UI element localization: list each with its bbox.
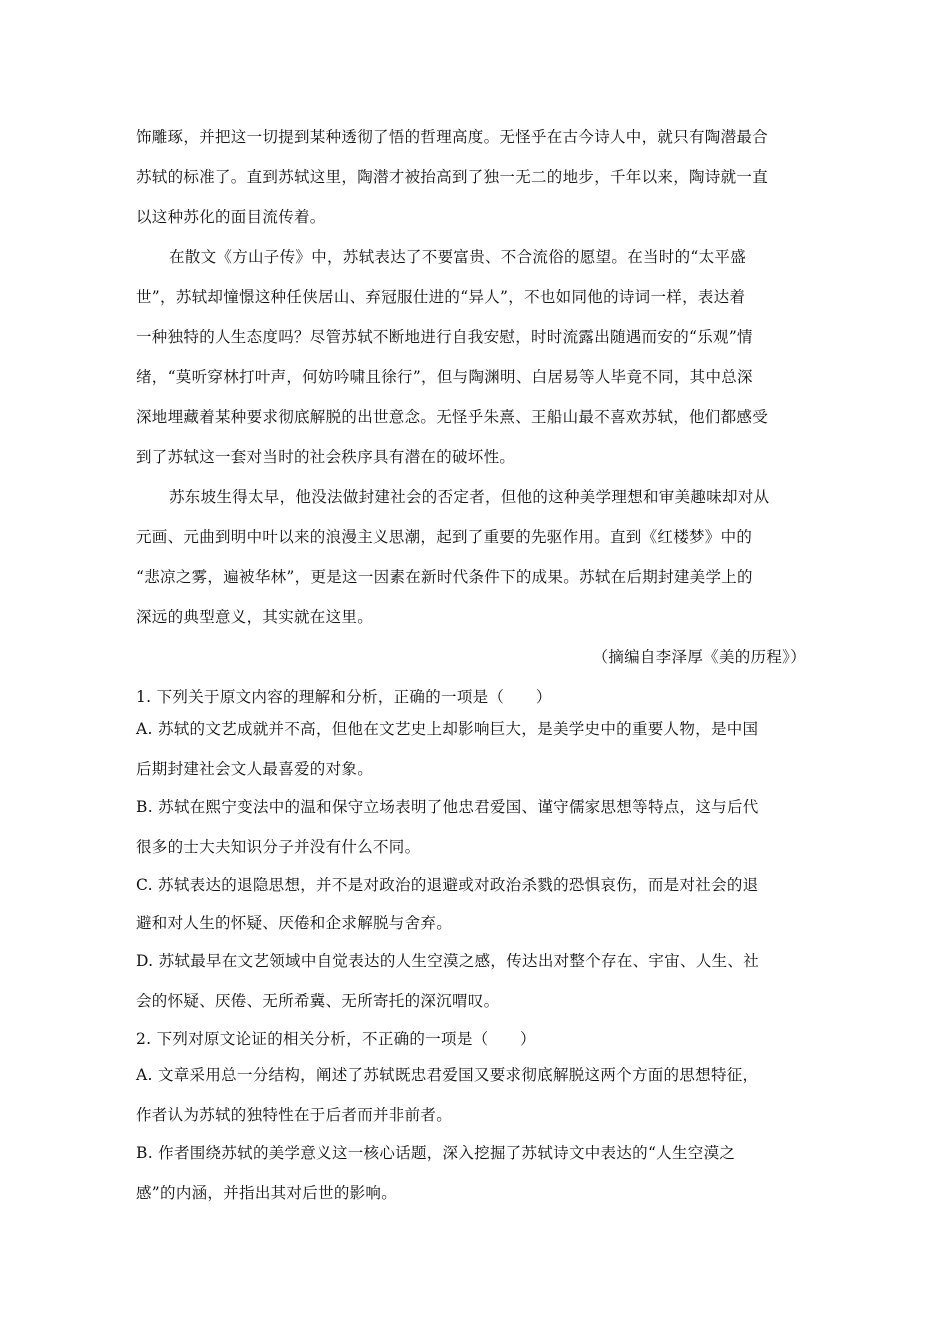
question-1-option-c-cont: 避和对人生的怀疑、厌倦和企求解脱与舍弃。 [136, 914, 453, 932]
passage-line: 以这种苏化的面目流传着。 [136, 208, 326, 226]
passage-line: 元画、元曲到明中叶以来的浪漫主义思潮，起到了重要的先驱作用。直到《红楼梦》中的 [136, 528, 753, 546]
passage-line: “悲凉之雾，遍被华林”，更是这一因素在新时代条件下的成果。苏轼在后期封建美学上的 [136, 568, 753, 586]
question-1-stem: 1. 下列关于原文内容的理解和分析，正确的一项是（ ） [136, 688, 552, 706]
question-1-option-c: C. 苏轼表达的退隐思想，并不是对政治的退避或对政治杀戮的恐惧哀伤，而是对社会的退 [136, 876, 759, 894]
question-1-option-d: D. 苏轼最早在文艺领域中自觉表达的人生空漠之感，传达出对整个存在、宇宙、人生、社 [136, 952, 760, 970]
question-1-option-b: B. 苏轼在熙宁变法中的温和保守立场表明了他忠君爱国、谨守儒家思想等特点，这与后代 [136, 798, 759, 816]
question-2-option-b: B. 作者围绕苏轼的美学意义这一核心话题，深入挖掘了苏轼诗文中表达的“人生空漠之 [136, 1144, 736, 1162]
question-1-option-b-cont: 很多的士大夫知识分子并没有什么不同。 [136, 838, 421, 856]
passage-line: 在散文《方山子传》中，苏轼表达了不要富贵、不合流俗的愿望。在当时的“太平盛 [169, 248, 747, 266]
source-citation: （摘编自李泽厚《美的历程》） [592, 648, 806, 666]
passage-line: 绪，“莫听穿林打叶声，何妨吟啸且徐行”，但与陶渊明、白居易等人毕竟不同，其中总深 [136, 368, 753, 386]
question-1-option-d-cont: 会的怀疑、厌倦、无所希冀、无所寄托的深沉喟叹。 [136, 992, 500, 1010]
question-1-option-a-cont: 后期封建社会文人最喜爱的对象。 [136, 760, 374, 778]
question-2-option-a: A. 文章采用总一分结构，阐述了苏轼既忠君爱国又要求彻底解脱这两个方面的思想特征， [136, 1066, 759, 1084]
question-1-option-a: A. 苏轼的文艺成就并不高，但他在文艺史上却影响巨大，是美学史中的重要人物，是中国 [136, 720, 759, 738]
passage-line: 深地埋藏着某种要求彻底解脱的出世意念。无怪乎朱熹、王船山最不喜欢苏轼，他们都感受 [136, 408, 769, 426]
passage-line: 一种独特的人生态度吗？尽管苏轼不断地进行自我安慰，时时流露出随遇而安的“乐观”情 [136, 328, 753, 346]
passage-line: 苏轼的标准了。直到苏轼这里，陶潜才被抬高到了独一无二的地步，千年以来，陶诗就一直 [136, 168, 769, 186]
passage-line: 世”，苏轼却憧憬这种任侠居山、弃冠服仕进的“异人”，不也如同他的诗词一样，表达着 [136, 288, 746, 306]
passage-line: 到了苏轼这一套对当时的社会秩序具有潜在的破坏性。 [136, 448, 516, 466]
passage-line: 饰雕琢，并把这一切提到某种透彻了悟的哲理高度。无怪乎在古今诗人中，就只有陶潜最合 [136, 128, 769, 146]
passage-line: 苏东坡生得太早，他没法做封建社会的否定者，但他的这种美学理想和审美趣味却对从 [169, 488, 770, 506]
question-2-option-b-cont: 感”的内涵，并指出其对后世的影响。 [136, 1184, 398, 1202]
question-2-stem: 2. 下列对原文论证的相关分析，不正确的一项是（ ） [136, 1030, 536, 1048]
question-2-option-a-cont: 作者认为苏轼的独特性在于后者而并非前者。 [136, 1106, 453, 1124]
passage-line: 深远的典型意义，其实就在这里。 [136, 608, 374, 626]
